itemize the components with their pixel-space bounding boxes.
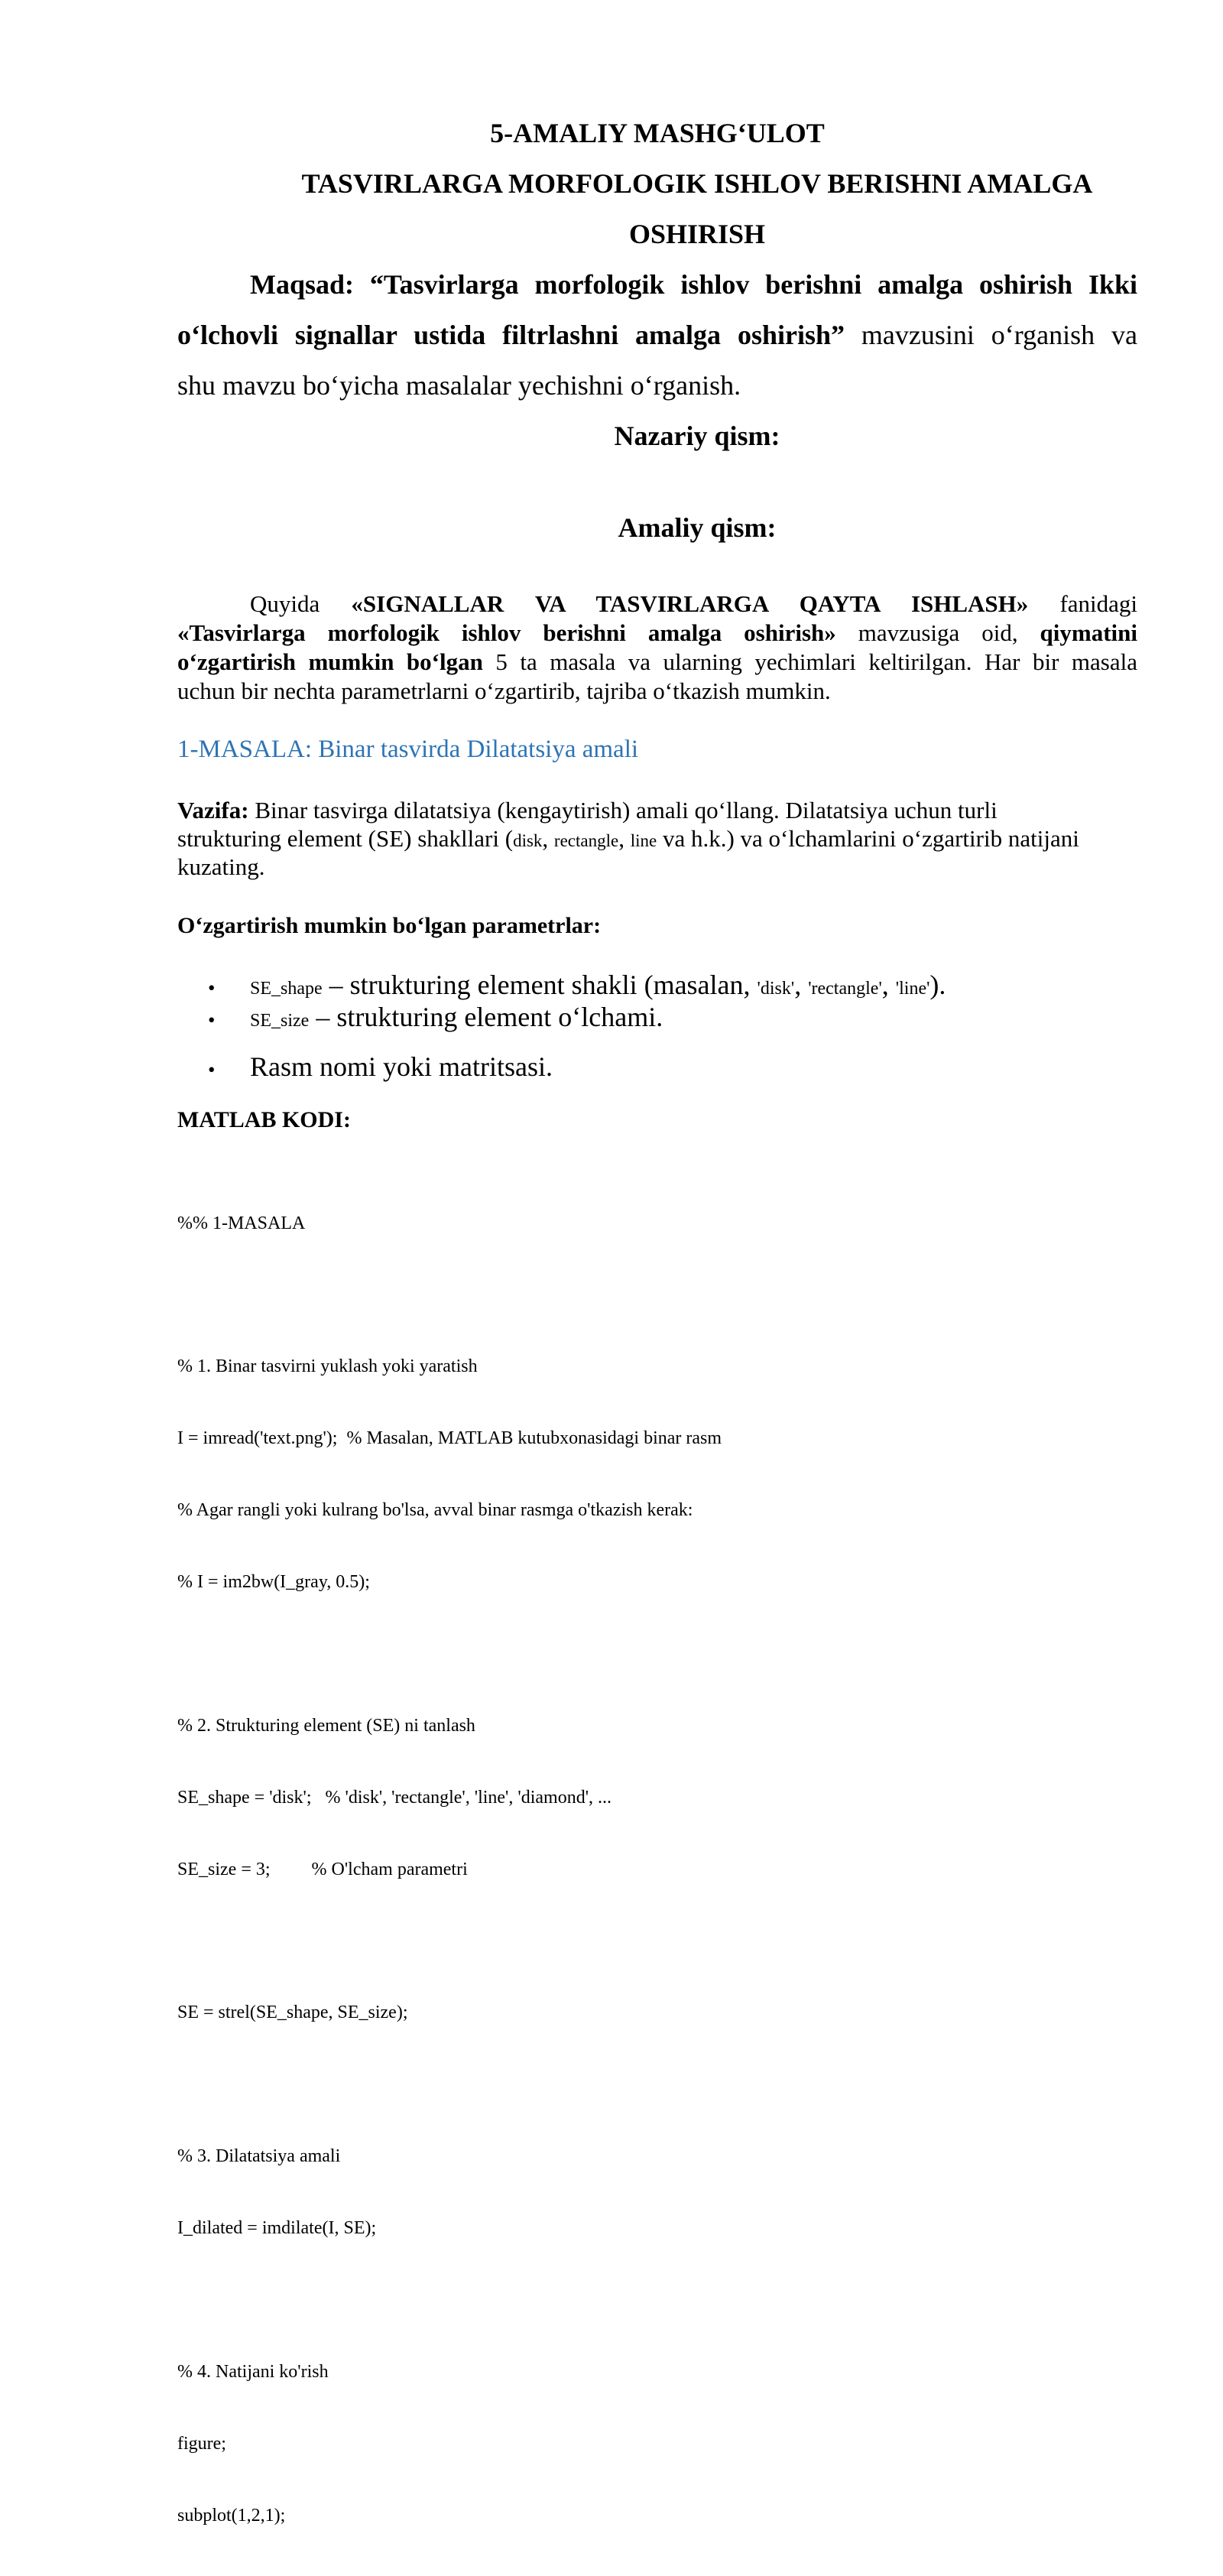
intro-l2-b: mavzusiga oid, — [858, 619, 1018, 646]
intro-line-1 — [250, 590, 1137, 619]
intro-l2-c: qiymatini — [1040, 619, 1137, 646]
vazifa-l2-disk: disk — [513, 831, 543, 850]
code-line: % 3. Dilatatsiya amali — [177, 2146, 341, 2167]
bullet-1-v2: 'rectangle' — [808, 979, 882, 999]
masala1-heading: 1-MASALA: Binar tasvirda Dilatatsiya amali — [177, 736, 639, 763]
code-line: SE_shape = 'disk'; % 'disk', 'rectangle', 'line', 'diamond', ... — [177, 1787, 612, 1808]
intro-l3-b: 5 ta masala va ularning yechimlari keltirilgan. Har bir masala — [495, 648, 1137, 675]
title-line-2: TASVIRLARGA MORFOLOGIK ISHLOV BERISHNI AMALGA — [301, 168, 1093, 199]
title-line-1: 5-AMALIY MASHG‘ULOT — [490, 118, 825, 148]
vazifa-l2-sep2: , — [618, 825, 631, 852]
code-line: SE_size = 3; % O'lcham parametri — [177, 1859, 468, 1879]
intro-l3-a: o‘zgartirish mumkin bo‘lgan — [177, 648, 483, 675]
vazifa-line-3: kuzating. — [177, 853, 265, 880]
vazifa-l2-sep1: , — [542, 825, 554, 852]
vazifa-l2-line: line — [630, 831, 657, 850]
maqsad-normal-2: mavzusini o‘rganish va — [861, 320, 1138, 350]
bullet-1-end: ). — [929, 970, 946, 1000]
bullet-1-s2: , — [881, 970, 896, 1000]
maqsad-bold-1: “Tasvirlarga morfologik ishlov berishni amalga oshirish Ikki — [369, 269, 1138, 300]
vazifa-line-2 — [177, 824, 1079, 855]
bullet-1-s1: , — [794, 970, 809, 1000]
bullet-2-text: – strukturing element o‘lchami. — [309, 1002, 663, 1032]
intro-l1-a: Quyida — [250, 590, 320, 617]
vazifa-l2-a: strukturing element (SE) shakllari ( — [177, 825, 514, 852]
params-heading: O‘zgartirish mumkin bo‘lgan parametrlar: — [177, 913, 602, 938]
vazifa-l2-b: va h.k.) va o‘lchamlarini o‘zgartirib natijani — [657, 825, 1079, 852]
intro-l1-b: «SIGNALLAR VA TASVIRLARGA QAYTA ISHLASH» — [351, 590, 1029, 617]
intro-line-4: uchun bir nechta parametrlarni o‘zgartirib, tajriba o‘tkazish mumkin. — [177, 677, 831, 704]
bullet-1-glyph: • — [208, 976, 216, 999]
bullet-1-code: SE_shape — [250, 979, 323, 999]
intro-l2-a: «Tasvirlarga morfologik ishlov berishni amalga oshirish» — [177, 619, 836, 646]
code-line: subplot(1,2,1); — [177, 2505, 286, 2526]
code-heading: MATLAB KODI: — [177, 1107, 351, 1132]
bullet-3-glyph: • — [208, 1058, 216, 1081]
code-line — [177, 1642, 722, 1666]
vazifa-label: Vazifa: — [177, 797, 249, 823]
code-line: % 4. Natijani ko'rish — [177, 2361, 329, 2382]
maqsad-line-2 — [177, 318, 1137, 352]
code-line — [177, 2289, 722, 2312]
code-line — [177, 1283, 722, 1307]
bullet-2-code: SE_size — [250, 1011, 310, 1031]
amaliy-heading: Amaliy qism: — [618, 512, 777, 543]
title-line-3: OSHIRISH — [628, 219, 766, 249]
nazariy-heading: Nazariy qism: — [614, 421, 780, 451]
vazifa-l1: Binar tasvirga dilatatsiya (kengaytirish) amali qo‘llang. Dilatatsiya uchun turli — [255, 797, 998, 823]
code-line: %% 1-MASALA — [177, 1213, 306, 1233]
bullet-2-glyph: • — [208, 1009, 216, 1031]
maqsad-bold-2: o‘lchovli signallar ustida filtrlashni amalga oshirish” — [177, 320, 845, 350]
code-line: % Agar rangli yoki kulrang bo'lsa, avval binar rasmga o'tkazish kerak: — [177, 1500, 693, 1521]
maqsad-label: Maqsad: — [250, 269, 355, 300]
bullet-1-v1: 'disk' — [757, 979, 795, 999]
code-line: figure; — [177, 2433, 226, 2454]
bullet-1-v3: 'line' — [895, 979, 930, 999]
bullet-2 — [250, 1000, 663, 1038]
code-line: I = imread('text.png'); % Masalan, MATLAB kutubxonasidagi binar rasm — [177, 1428, 722, 1449]
vazifa-l2-rect: rectangle — [553, 831, 619, 850]
code-line: I_dilated = imdilate(I, SE); — [177, 2218, 377, 2239]
code-line: % 2. Strukturing element (SE) ni tanlash — [177, 1715, 475, 1736]
bullet-3: Rasm nomi yoki matritsasi. — [250, 1051, 553, 1082]
bullet-1-text: – strukturing element shakli (masalan, — [322, 970, 757, 1000]
code-block — [177, 1164, 722, 2576]
maqsad-line-1 — [250, 268, 1137, 301]
code-line: % I = im2bw(I_gray, 0.5); — [177, 1572, 370, 1593]
maqsad-line-3: shu mavzu bo‘yicha masalalar yechishni o‘rganish. — [177, 370, 741, 401]
intro-line-3 — [177, 648, 1137, 677]
code-line — [177, 2073, 722, 2097]
code-line: % 1. Binar tasvirni yuklash yoki yaratish — [177, 1356, 478, 1377]
code-line — [177, 1930, 722, 1954]
intro-l1-c: fanidagi — [1059, 590, 1138, 617]
intro-line-2 — [177, 619, 1137, 648]
code-line: SE = strel(SE_shape, SE_size); — [177, 2003, 408, 2023]
vazifa-line-1 — [177, 796, 998, 824]
